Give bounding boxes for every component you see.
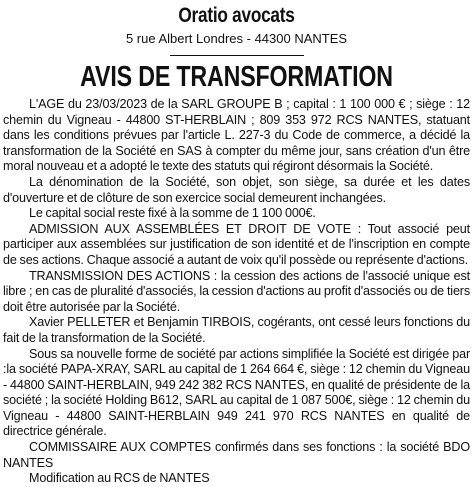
firm-address: 5 rue Albert Londres - 44300 NANTES [125, 31, 348, 46]
paragraph-auditor: COMMISSAIRE AUX COMPTES confirmés dans ses fonctions : la société BDO NANTES [3, 440, 470, 470]
notice-title: AVIS DE TRANSFORMATION [80, 61, 393, 93]
notice-body [3, 97, 470, 487]
paragraph-capital: Le capital social reste fixé à la somme de 1 100 000€. [29, 206, 316, 221]
divider [170, 55, 304, 56]
paragraph-share-transfer: TRANSMISSION DES ACTIONS : la cession des actions de l'associé unique est libre ; en cas de pluralité d'associés, la cession d'actions au profit d'associés ou de tiers doit être autorisée par la Société. [3, 268, 470, 314]
paragraph-age-decision: L'AGE du 23/03/2023 de la SARL GROUPE B ; capital : 1 100 000 € ; siège : 12 chemin du Vigneau - 44800 ST-HERBLAIN ; 809 353 972 RCS NANTES, statuant dans les conditions prévues par l'article L. 227-3 du Code de commerce, a décidé la transformation de la Société en SAS à compter du même jour, sans création d'un être moral nouveau et a adopté le texte des statuts qui régiront désormais la Société. [3, 97, 470, 174]
paragraph-admission-vote: ADMISSION AUX ASSEMBLÉES ET DROIT DE VOTE : Tout associé peut participer aux assemblées sur justification de son identité et de l'inscription en compte de ses actions. Chaque associé a autant de voix qu'il possède ou représente d'actions. [3, 221, 470, 267]
firm-name: Oratio avocats [178, 4, 295, 27]
paragraph-unchanged-details: La dénomination de la Société, son objet, son siège, sa durée et les dates d'ouverture et de clôture de son exercice social demeurent inchangées. [3, 174, 470, 205]
paragraph-new-management: Sous sa nouvelle forme de société par actions simplifiée la Société est dirigée par :la société PAPA-XRAY, SARL au capital de 1 264 664 €, siège : 12 chemin du Vigneau - 44800 SAINT-HERBLAIN, 949 242 382 RCS NANTES, en qualité de présidente de la société ; la société Holding B612, SARL au capital de 1 087 500€, siège : 12 chemin du Vigneau - 44800 SAINT-HERBLAIN 949 241 970 RCS NANTES en qualité de directrice générale. [3, 346, 470, 439]
paragraph-former-managers: Xavier PELLETER et Benjamin TIRBOIS, cogérants, ont cessé leurs fonctions du fait de la transformation de la Société. [3, 315, 470, 345]
paragraph-rcs-modification: Modification au RCS de NANTES [29, 471, 210, 486]
